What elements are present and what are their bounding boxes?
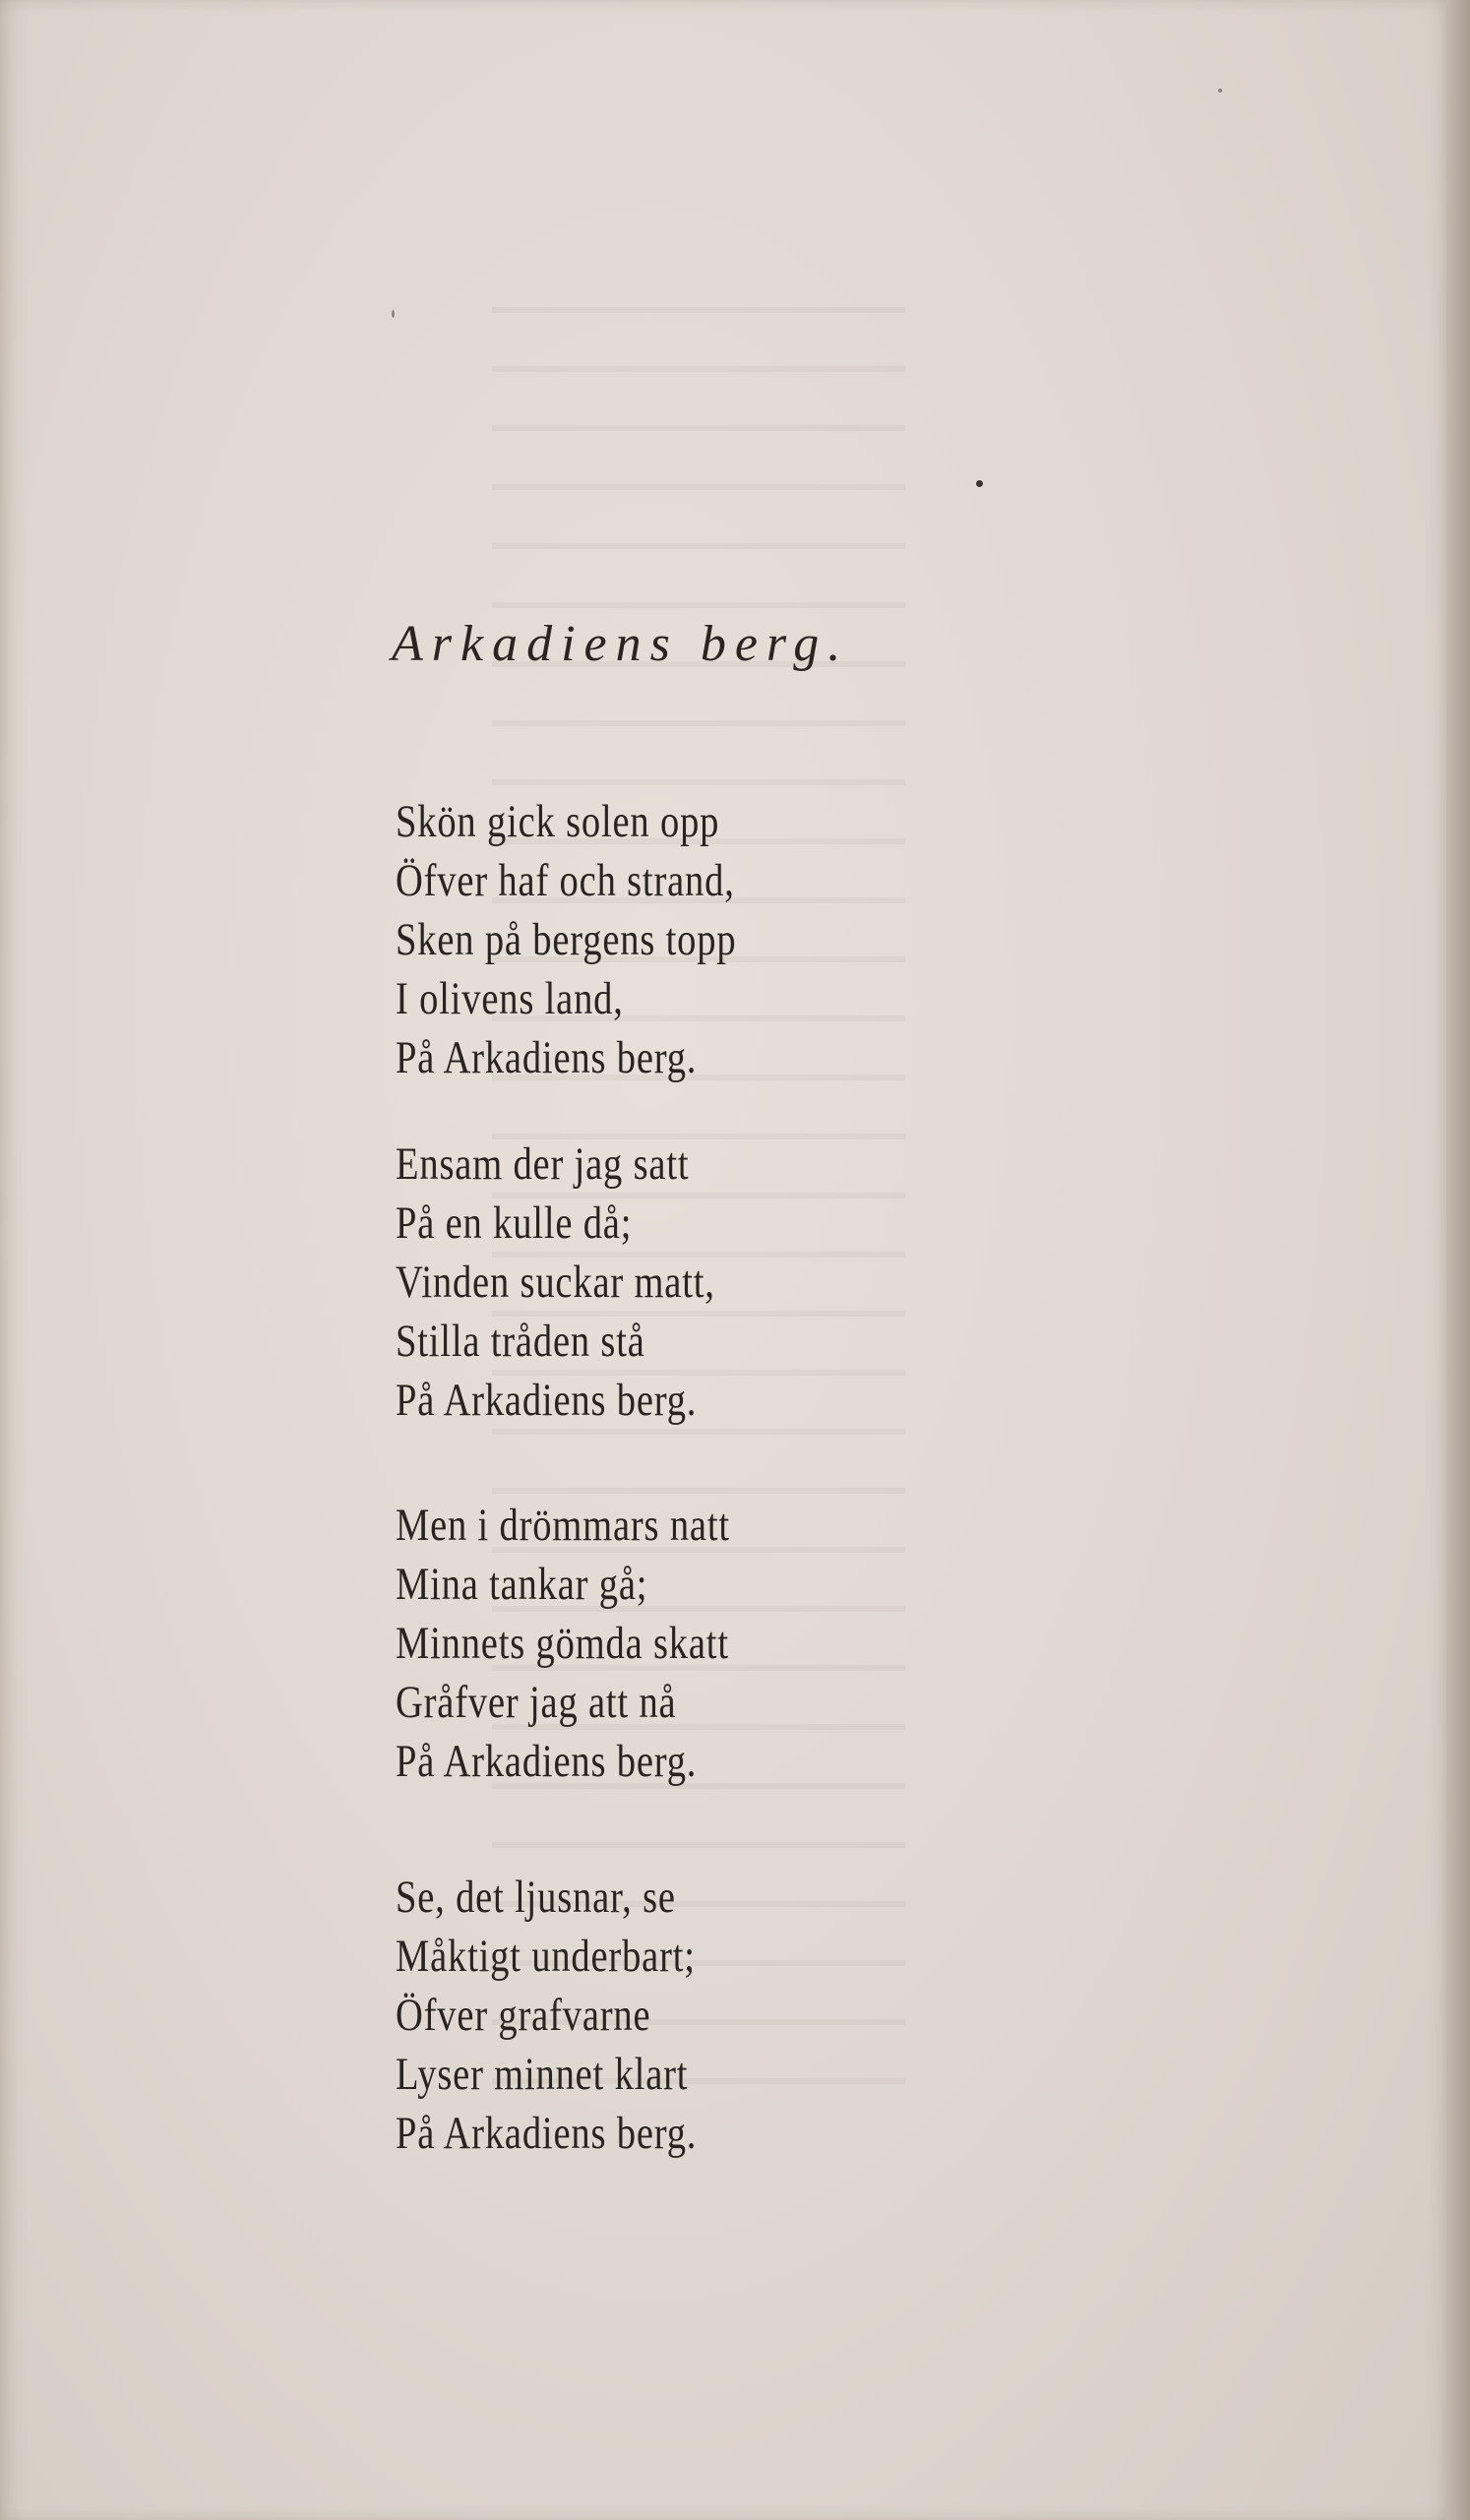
stanza-line: Gråfver jag att nå xyxy=(396,1677,677,1728)
stanza-1 xyxy=(396,792,986,1087)
stanza-line: Minnets gömda skatt xyxy=(396,1618,729,1669)
stanza-line: På Arkadiens berg. xyxy=(396,1032,698,1083)
stanza-line: I olivens land, xyxy=(396,973,624,1024)
stanza-line: Vinden suckar matt, xyxy=(396,1257,715,1308)
stanza-line: Mina tankar gå; xyxy=(396,1559,648,1610)
stanza-line: På Arkadiens berg. xyxy=(396,1736,698,1787)
stanza-line: Skön gick solen opp xyxy=(396,796,720,847)
stanza-line: Lyser minnet klart xyxy=(396,2049,689,2100)
ink-speck xyxy=(392,310,395,318)
book-spine-edge xyxy=(1446,0,1470,2520)
stanza-line: Måktigt underbart; xyxy=(396,1931,696,1982)
stanza-4 xyxy=(396,1868,986,2163)
ink-speck xyxy=(1218,89,1222,92)
ink-speck xyxy=(976,480,983,487)
stanza-line: På Arkadiens berg. xyxy=(396,2108,698,2159)
stanza-line: På Arkadiens berg. xyxy=(396,1375,698,1426)
stanza-line: Sken på bergens topp xyxy=(396,914,737,965)
stanza-line: Ensam der jag satt xyxy=(396,1138,690,1190)
stanza-line: Öfver grafvarne xyxy=(396,1990,651,2041)
poem-title: Arkadiens berg. xyxy=(392,616,850,672)
stanza-line: Öfver haf och strand, xyxy=(396,855,735,906)
stanza-line: På en kulle då; xyxy=(396,1198,633,1249)
stanza-line: Men i drömmars natt xyxy=(396,1500,730,1551)
stanza-line: Se, det ljusnar, se xyxy=(396,1872,676,1923)
stanza-2 xyxy=(396,1135,986,1430)
stanza-3 xyxy=(396,1496,986,1791)
stanza-line: Stilla tråden stå xyxy=(396,1316,645,1367)
